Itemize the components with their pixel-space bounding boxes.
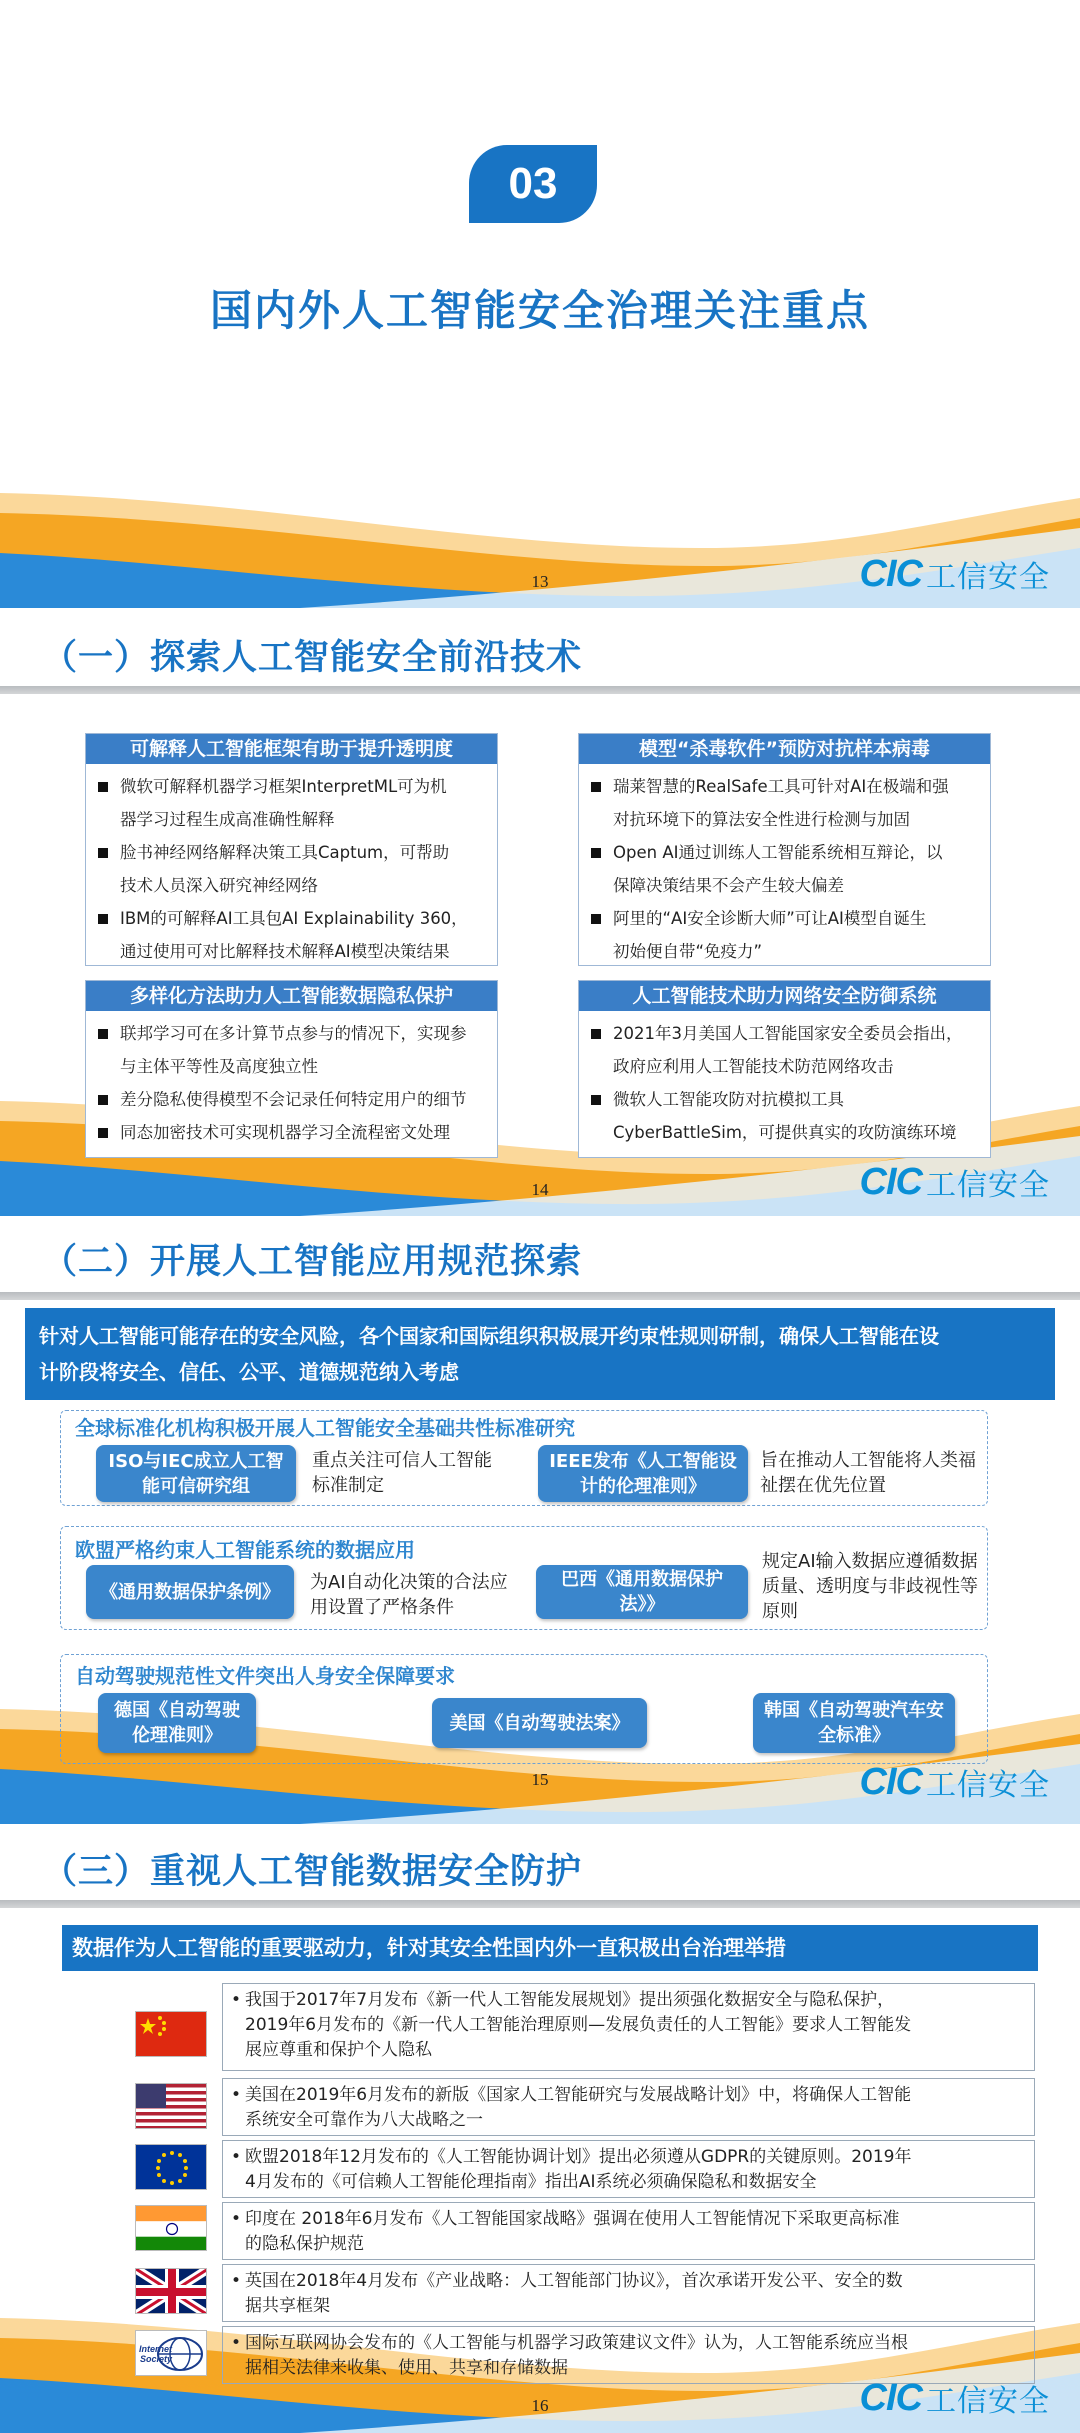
section-heading: （二）开展人工智能应用规范探索 [42, 1242, 583, 1282]
logo-mark: CIC [859, 552, 922, 595]
pill-gdpr: 《通用数据保护条例》 [86, 1565, 294, 1619]
description-text: 旨在推动人工智能将人类福祉摆在优先位置 [760, 1450, 976, 1496]
policy-row-china [222, 1983, 1035, 2071]
policy-row-india [222, 2202, 1035, 2260]
uk-flag-icon [135, 2268, 207, 2314]
section-title: 国内外人工智能安全治理关注重点 [209, 286, 870, 335]
info-box-cyber-defense [578, 980, 991, 1158]
page-number: 13 [531, 572, 549, 591]
row-text-line: 印度在 2018年6月发布《人工智能国家战略》强调在使用人工智能情况下采取更高标准 [245, 2209, 900, 2229]
list-item-continued: 与主体平等性及高度独立性 [120, 1057, 318, 1076]
group-title: 欧盟严格约束人工智能系统的数据应用 [75, 1538, 415, 1562]
list-item: 差分隐私使得模型不会记录任何特定用户的细节 [96, 1083, 487, 1116]
logo-text: 工信安全 [926, 560, 1050, 595]
slide-13 [0, 0, 1080, 608]
row-text-line: 国际互联网协会发布的《人工智能与机器学习政策建议文件》认为，人工智能系统应当根 [245, 2333, 908, 2353]
box-heading: 人工智能技术助力网络安全防御系统 [579, 981, 990, 1011]
pill-germany: 德国《自动驾驶伦理准则》 [98, 1693, 256, 1753]
banner-line: 针对人工智能可能存在的安全风险，各个国家和国际组织积极展开约束性规则研制，确保人工智能在设 [39, 1324, 939, 1348]
group-title: 全球标准化机构积极开展人工智能安全基础共性标准研究 [75, 1416, 575, 1440]
bullet: • [231, 1990, 242, 2010]
logo-text: 工信安全 [926, 2384, 1050, 2419]
page-number: 16 [531, 2396, 549, 2415]
list-item-continued: 政府应利用人工智能技术防范网络攻击 [613, 1057, 894, 1076]
pill-usa: 美国《自动驾驶法案》 [432, 1698, 647, 1748]
row-text-line: 欧盟2018年12月发布的《人工智能协调计划》提出必须遵从GDPR的关键原则。2019年 [245, 2147, 912, 2167]
row-text-line: 据共享框架 [245, 2296, 330, 2316]
list-item-continued: 技术人员深入研究神经网络 [120, 876, 318, 895]
cic-logo [860, 1760, 1050, 1804]
box-heading: 多样化方法助力人工智能数据隐私保护 [86, 981, 497, 1011]
row-text-line: 4月发布的《可信赖人工智能伦理指南》指出AI系统必须确保隐私和数据安全 [245, 2172, 817, 2192]
bullet: • [231, 2333, 242, 2353]
page-number: 15 [531, 1770, 549, 1789]
heading-divider [0, 1900, 1080, 1908]
section-number-badge: 03 [469, 145, 597, 223]
row-text-line: 英国在2018年4月发布《产业战略：人工智能部门协议》，首次承诺开发公平、安全的数 [245, 2271, 903, 2291]
list-item: IBM的可解释AI工具包AI Explainability 360， [96, 902, 487, 935]
policy-row-usa [222, 2078, 1035, 2136]
cic-logo [860, 552, 1050, 596]
svg-text:Internet: Internet [139, 2344, 173, 2354]
section-heading: （一）探索人工智能安全前沿技术 [42, 638, 583, 678]
intro-banner: 数据作为人工智能的重要驱动力，针对其安全性国内外一直积极出台治理举措 [62, 1925, 1038, 1971]
pill-korea: 韩国《自动驾驶汽车安全标准》 [753, 1693, 955, 1753]
bullet: • [231, 2271, 242, 2291]
logo-text: 工信安全 [926, 1168, 1050, 1203]
list-item-continued: 保障决策结果不会产生较大偏差 [613, 876, 844, 895]
page-number: 14 [531, 1180, 549, 1199]
usa-flag-icon [135, 2083, 207, 2129]
cic-logo [860, 2376, 1050, 2420]
policy-row-uk [222, 2264, 1035, 2322]
list-item-continued: 通过使用可对比解释技术解释AI模型决策结果 [120, 942, 450, 961]
heading-divider [0, 1292, 1080, 1300]
cic-logo [860, 1160, 1050, 1204]
list-item: 微软人工智能攻防对抗模拟工具 [589, 1083, 980, 1116]
heading-divider [0, 686, 1080, 694]
list-item: 脸书神经网络解释决策工具Captum，可帮助 [96, 836, 487, 869]
slide-14 [0, 608, 1080, 1216]
list-item: 微软可解释机器学习框架InterpretML可为机 [96, 770, 487, 803]
logo-mark: CIC [859, 1160, 922, 1203]
pill-brazil-lgpd: 巴西《通用数据保护法》》 [536, 1565, 748, 1619]
row-text-line: 据相关法律来收集、使用、共享和存储数据 [245, 2358, 568, 2378]
list-item: 瑞莱智慧的RealSafe工具可针对AI在极端和强 [589, 770, 980, 803]
row-text-line: 美国在2019年6月发布的新版《国家人工智能研究与发展战略计划》中，将确保人工智能 [245, 2085, 912, 2105]
internet-society-logo [135, 2330, 207, 2376]
row-text-line: 展应尊重和保护个人隐私 [245, 2040, 432, 2060]
row-text-line: 的隐私保护规范 [245, 2234, 364, 2254]
list-item-continued: CyberBattleSim，可提供真实的攻防演练环境 [613, 1123, 957, 1142]
pill-iso-iec: ISO与IEC成立人工智能可信研究组 [96, 1445, 296, 1502]
group-title: 自动驾驶规范性文件突出人身安全保障要求 [75, 1664, 455, 1688]
eu-flag-icon [135, 2144, 207, 2190]
info-box-data-privacy [85, 980, 498, 1158]
row-text-line: 我国于2017年7月发布《新一代人工智能发展规划》提出须强化数据安全与隐私保护， [245, 1990, 895, 2010]
list-item-continued: 初始便自带“免疫力” [613, 942, 763, 961]
bullet: • [231, 2147, 242, 2167]
description-text: 规定AI输入数据应遵循数据质量、透明度与非歧视性等原则 [762, 1551, 978, 1622]
china-flag-icon [135, 2011, 207, 2057]
bullet: • [231, 2209, 242, 2229]
row-text-line: 系统安全可靠作为八大战略之一 [245, 2110, 483, 2130]
row-text-line: 2019年6月发布的《新一代人工智能治理原则—发展负责任的人工智能》要求人工智能发 [245, 2015, 912, 2035]
box-heading: 可解释人工智能框架有助于提升透明度 [86, 734, 497, 764]
pill-ieee: IEEE发布《人工智能设计的伦理准则》 [538, 1445, 748, 1502]
list-item: 2021年3月美国人工智能国家安全委员会指出， [589, 1017, 980, 1050]
list-item: 联邦学习可在多计算节点参与的情况下，实现参 [96, 1017, 487, 1050]
logo-text: 工信安全 [926, 1768, 1050, 1803]
description-text: 为AI自动化决策的合法应用设置了严格条件 [310, 1572, 508, 1618]
list-item-continued: 对抗环境下的算法安全性进行检测与加固 [613, 810, 910, 829]
section-heading: （三）重视人工智能数据安全防护 [42, 1852, 583, 1892]
info-box-explainable-ai [85, 733, 498, 966]
info-box-adversarial-defense [578, 733, 991, 966]
list-item: 阿里的“AI安全诊断大师”可让AI模型自诞生 [589, 902, 980, 935]
policy-row-eu [222, 2140, 1035, 2198]
bullet: • [231, 2085, 242, 2105]
logo-mark: CIC [859, 2376, 922, 2419]
box-heading: 模型“杀毒软件”预防对抗样本病毒 [579, 734, 990, 764]
list-item-continued: 器学习过程生成高准确性解释 [120, 810, 335, 829]
banner-line: 计阶段将安全、信任、公平、道德规范纳入考虑 [39, 1360, 459, 1384]
description-text: 重点关注可信人工智能标准制定 [312, 1450, 492, 1496]
india-flag-icon [135, 2205, 207, 2251]
intro-banner [25, 1308, 1055, 1400]
svg-text:Society: Society [140, 2354, 173, 2364]
list-item: 同态加密技术可实现机器学习全流程密文处理 [96, 1116, 487, 1149]
logo-mark: CIC [859, 1760, 922, 1803]
list-item: Open AI通过训练人工智能系统相互辩论，以 [589, 836, 980, 869]
